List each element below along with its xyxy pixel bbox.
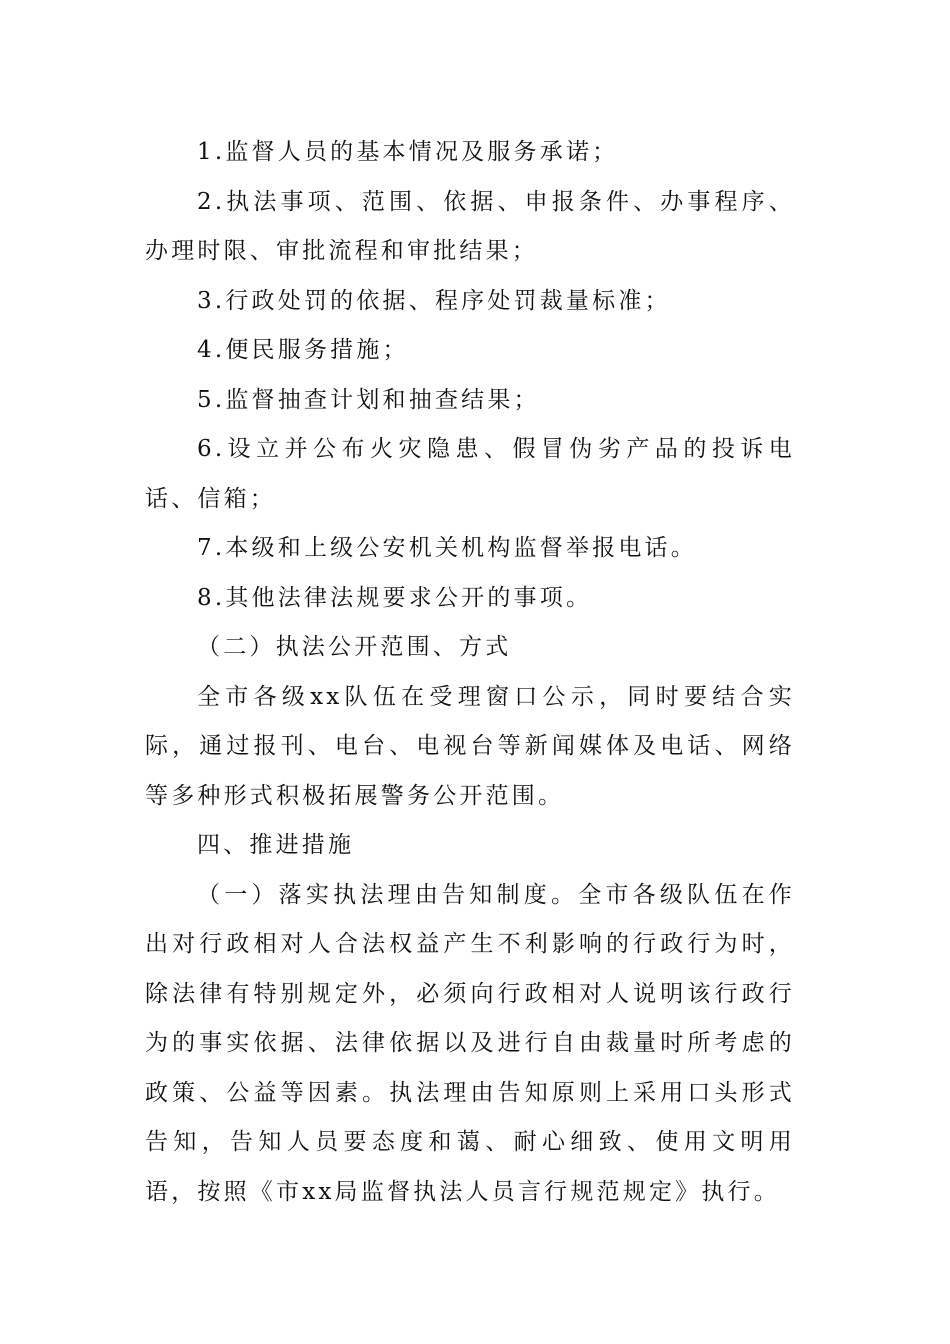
list-item-4: 4.便民服务措施；: [197, 337, 409, 363]
list-item-8: 8.其他法律法规要求公开的事项。: [197, 584, 593, 611]
list-item-5: 5.监督抽查计划和抽查结果；: [197, 386, 540, 413]
list-item-7: 7.本级和上级公安机关机构监督举报电话。: [197, 535, 697, 561]
paragraph-measure-1: （一）落实执法理由告知制度。全市各级队伍在作出对行政相对人合法权益产生不利影响的行政行为时，除法律有特别规定外，必须向行政相对人说明该行政行为的事实依据、法律依据以及进行自由裁量时所考虑的政策、公益等因素。执法理由告知原则上采用口头形式告知，告知人员要态度和蔼、耐心细致、使用文明用语，按照《市xx局监督执法人员言行规范规定》执行。: [145, 881, 795, 1205]
section-heading-measures: 四、推进措施: [197, 832, 355, 858]
list-item-2: 2.执法事项、范围、依据、申报条件、办事程序、办理时限、审批流程和审批结果；: [145, 188, 795, 264]
document-body: [145, 128, 795, 1217]
section-heading-scope: （二）执法公开范围、方式: [197, 634, 512, 660]
list-item-6: 6.设立并公布火灾隐患、假冒伪劣产品的投诉电话、信箱；: [145, 436, 795, 512]
paragraph-scope: 全市各级xx队伍在受理窗口公示，同时要结合实际，通过报刊、电台、电视台等新闻媒体及电话、网络等多种形式积极拓展警务公开范围。: [145, 683, 795, 809]
list-item-3: 3.行政处罚的依据、程序处罚裁量标准；: [197, 287, 671, 314]
list-item-1: 1.监督人员的基本情况及服务承诺；: [197, 139, 619, 165]
